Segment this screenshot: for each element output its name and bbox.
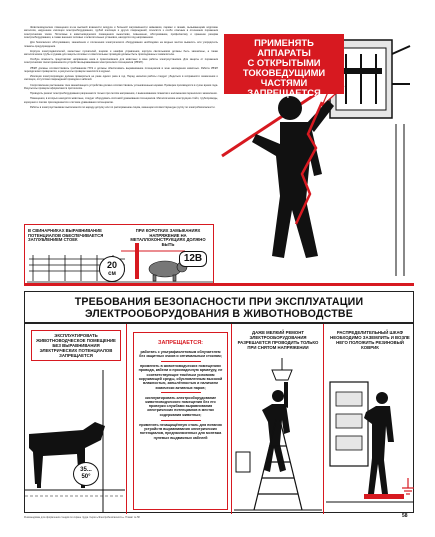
angle-value-2: 50°: [81, 474, 91, 480]
intro-paragraph: Сопротивление растеканию тока заземляющего устройства должно соответствовать установленным нормам. Проверка производится в сухое время года. Результаты проверок оформляются протоколом.: [24, 83, 218, 90]
panel-cabinet-caption: РАСПРЕДЕЛИТЕЛЬНЫЙ ШКАФ НЕОБХОДИМО ЗАЗЕМЛИТЬ И ВОЗЛЕ НЕГО ПОЛОЖИТЬ РЕЗИНОВЫЙ КОВРИК: [330, 330, 410, 350]
voltage-badge: [179, 251, 207, 267]
intro-paragraph: Для безопасного обслуживания, заземления и отключения электрического оборудования необходимо на видных местах вывесить или упорядочить плакаты-предупреждения.: [24, 41, 218, 48]
section-title-line: ЭЛЕКТРООБОРУДОВАНИЯ В ЖИВОТНОВОДСТВЕ: [84, 307, 354, 320]
divider: [161, 392, 201, 393]
wall-switch-icon: [236, 452, 250, 472]
pylon-icon: [135, 243, 139, 279]
intro-paragraph: Помещения, в которых находятся животные, следует оборудовать системой уравнивания потенциалов. Металлические конструкции стойл, трубопроводы, кормушки и поилки присоединяются к системе уравнивания потенциалов.: [24, 97, 218, 104]
warning-banner: [224, 34, 344, 98]
lamp-icon: [272, 358, 292, 380]
prohibition-item: работать с ультрафиолетовым облучателем без защитных очков и оптимальным стоклам;: [139, 350, 222, 359]
prohibitions-title: ЗАПРЕЩАЕТСЯ:: [158, 340, 203, 346]
pigpen-caption-right: ПРИ КОРОТКИХ ЗАМЫКАНИЯХ НАПРЯЖЕНИЕ НА МЕТАЛЛОКОНСТРУКЦИЯХ ДОЛЖНО БЫТЬ: [130, 228, 206, 248]
intro-paragraph: Животноводческие помещения из-за высокой влажности воздуха и большой загрязнённости аммиаком, парами и газами, вызывающими коррозию металлов, нарушение изоляции электрооборудования, грубой изоляции и других повреждений, относятся к особо опасным в отношении поражения электрическим током. Поголовье в животноводческих помещениях выносливо, повышенно, обслуживание, профилактику и хранение резерва электрооборудования, а также внешних силовых и осветительных установок, находятся под напряжением.: [24, 26, 218, 40]
cow-illustration: [25, 324, 127, 514]
footer-text: Рекомендован для оформления стендов по охране труда. Серия «Электробезопасность». Плакат № 58: [24, 516, 140, 519]
bottom-panels: [24, 323, 414, 513]
intro-text: [24, 26, 218, 222]
warning-line: ЧАСТЯМИ: [260, 77, 308, 88]
red-divider: [24, 283, 414, 286]
warning-line: С ОТКРЫТЫМИ: [247, 57, 321, 68]
ladder-repair-illustration: [232, 324, 324, 514]
panel-cow-caption: ЭКСПЛУАТИРОВАТЬ ЖИВОТНОВОДЧЕСКОЕ ПОМЕЩЕНИЕ БЕЗ ВЫРАВНИВАНИЯ ЭЛЕКТРИЧЕСКИХ ПОТЕНЦИАЛОВ ЗАПРЕЩАЕТСЯ: [31, 330, 121, 361]
depth-value: 20: [106, 260, 117, 270]
panel-repair: [231, 324, 323, 514]
warning-line: ЗАПРЕЩАЕТСЯ: [247, 87, 321, 98]
cabinet-icon: [330, 382, 368, 466]
panel-cabinet: [323, 324, 415, 514]
intro-paragraph: Изоляция электропроводки должна проверяться не реже одного раза в год. Перед началом работы следует убедиться в исправности заземления и изоляции, отсутствии повреждений проводов и кабелей.: [24, 75, 218, 82]
prohibitions-box: [133, 332, 228, 510]
divider: [161, 420, 201, 421]
intro-paragraph: Особую опасность представляет напряжение шага и прикосновения для животных в зоне работы электроустановок. Для защиты от поражения электрическим током применяются устройства выравнивания электрических потенциалов (УВЭП).: [24, 58, 218, 65]
depth-badge: [99, 256, 125, 282]
intro-paragraph: Проводить ремонт электрооборудования разрешается только при снятом напряжении, с вывешиванием плакатов и наложением переносного заземления.: [30, 92, 218, 96]
panel-cow: [25, 324, 127, 514]
warning-line: ПРИМЕНЯТЬ АППАРАТЫ: [254, 37, 314, 58]
worker-silhouette-icon: [252, 96, 334, 258]
intro-paragraph: УВЭП должны соответствовать требованиям ПУЭ и должны обеспечивать выравнивание потенциалов в зоне нахождения животных. Работа УВЭП периодически проверяется, а результаты проверок заносятся в журнал.: [24, 66, 218, 73]
section-title: [24, 291, 414, 323]
intro-paragraph: Работы в электроустановках выполняются по наряду-допуску или по распоряжению лицом, имеющим соответствующую группу по электробезопасности.: [30, 105, 216, 109]
depth-unit: см: [108, 271, 116, 277]
angle-badge: [73, 462, 99, 486]
rubber-mat-icon: [364, 494, 404, 499]
divider: [161, 361, 201, 362]
prohibition-item: применять незащищённую сталь для питания устройств выравнивания электрических потенциалов, предназначенных для монтажа нулевых выдвижных кабелей: [139, 422, 222, 440]
panel-repair-caption: ДАЖЕ МЕЛКИЙ РЕМОНТ ЭЛЕКТРООБОРУДОВАНИЯ РАЗРЕШАЕТСЯ ПРОВОДИТЬ ТОЛЬКО ПРИ СНЯТОМ НАПРЯЖЕНИИ: [237, 330, 319, 350]
prohibition-item: применять в животноводческих помещениях провода, кабели и прокладочную арматуру, не соответствующие тяжёлым условиям окружающей среды, обусловленным высокой влажностью, запылённостью и наличием химически активных паров;: [138, 364, 223, 390]
intro-paragraph: Корпуса электродвигателей, магнитных пускателей, ящиков и шкафов управления, корпуса светильников должны быть заземлены, а также металлические трубы и рукава для защиты силовых и осветительных проводов должны быть присоединены к заземлителю.: [24, 49, 218, 56]
warning-line: ТОКОВЕДУЩИМИ: [242, 67, 326, 78]
pigpen-caption-left: В СВИНАРНИКАХ ВЫРАВНИВАНИЕ ПОТЕНЦИАЛОВ ОБЕСПЕЧИВАЕТСЯ ЗАГЛУБЛЕНИЕМ СТОЕК: [28, 228, 104, 243]
prohibition-item: эксплуатировать электрооборудование животноводческого помещения без его проверки службами выравнивания электрических потенциалов в местах содержания животных;: [144, 395, 217, 417]
section-title-line: ТРЕБОВАНИЯ БЕЗОПАСНОСТИ ПРИ ЭКСПЛУАТАЦИИ: [74, 296, 364, 308]
cabinet-illustration: [324, 324, 416, 514]
ground-symbol-icon: [402, 478, 414, 494]
voltage-value: 12В: [183, 253, 203, 264]
pigpen-panel: [24, 224, 214, 286]
page-number: 58: [402, 513, 408, 519]
angle-value: 35...: [80, 467, 92, 473]
